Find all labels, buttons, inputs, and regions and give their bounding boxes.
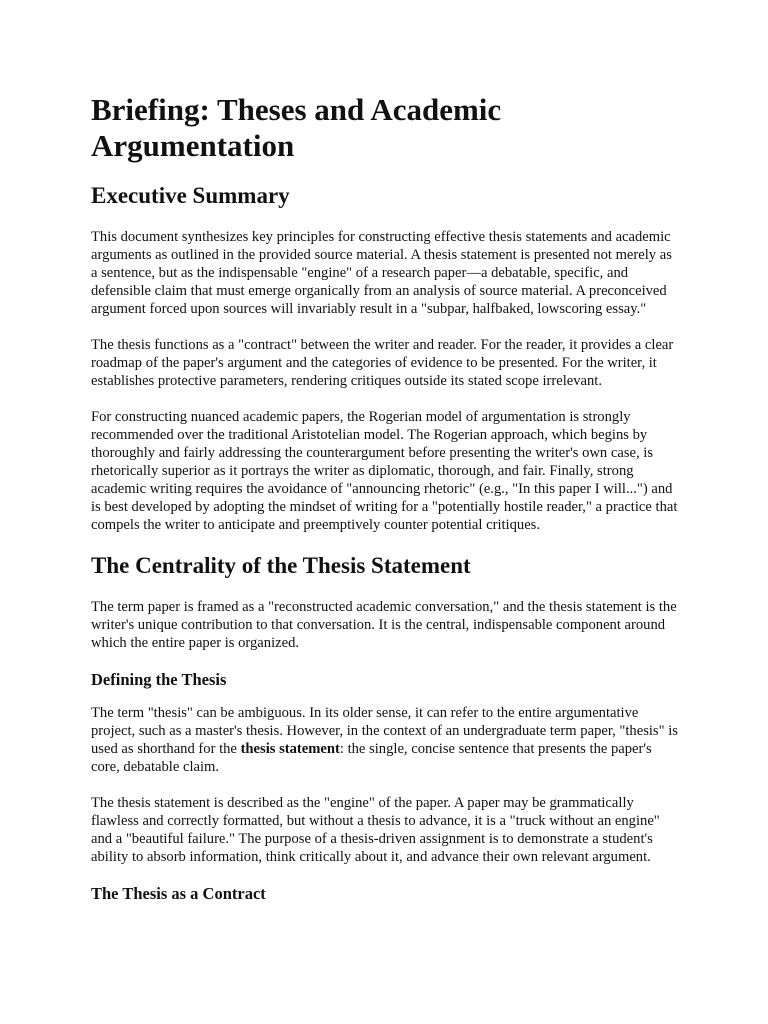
thesis-statement-term: thesis statement <box>240 741 340 757</box>
defining-thesis-paragraph-1 <box>91 704 681 776</box>
defining-thesis-paragraph-2: The thesis statement is described as the "engine" of the paper. A paper may be grammatically flawless and correctly formatted, but without a thesis to advance, it is a "truck without an engine" and a "beautiful failure." The purpose of a thesis-driven assignment is to demonstrate a student's ability to absorb information, think critically about it, and advance their own relevant argument. <box>91 795 660 865</box>
document-page <box>91 92 681 918</box>
centrality-intro-paragraph: The term paper is framed as a "reconstructed academic conversation," and the thesis statement is the writer's unique contribution to that conversation. It is the central, indispensable component around which the entire paper is organized. <box>91 599 677 651</box>
executive-summary-paragraph-3: For constructing nuanced academic papers, the Rogerian model of argumentation is strongly recommended over the traditional Aristotelian model. The Rogerian approach, which begins by thoroughly and fairly addressing the counterargument before presenting the writer's own case, is rhetorically superior as it portrays the writer as diplomatic, thorough, and fair. Finally, strong academic writing requires the avoidance of "announcing rhetoric" (e.g., "In this paper I will...") and is best developed by adopting the mindset of writing for a "potentially hostile reader," a practice that compels the writer to anticipate and preemptively counter potential critiques. <box>91 409 678 533</box>
executive-summary-paragraph-1: This document synthesizes key principles for constructing effective thesis statements and academic arguments as outlined in the provided source material. A thesis statement is presented not merely as a sentence, but as the indispensable "engine" of a research paper—a debatable, specific, and defensible claim that must emerge organically from an analysis of source material. A preconceived argument forced upon sources will invariably result in a "subpar, halfbaked, lowscoring essay." <box>91 229 672 317</box>
defining-thesis-heading: Defining the Thesis <box>91 670 227 689</box>
defining-thesis-text-after: : the single, concise sentence that presents the paper's core, debatable claim. <box>91 741 652 775</box>
executive-summary-paragraph-2: The thesis functions as a "contract" between the writer and reader. For the reader, it provides a clear roadmap of the paper's argument and the categories of evidence to be presented. For the writer, it establishes protective parameters, rendering critiques outside its stated scope irrelevant. <box>91 337 674 389</box>
thesis-contract-heading: The Thesis as a Contract <box>91 884 266 903</box>
centrality-heading: The Centrality of the Thesis Statement <box>91 553 471 578</box>
defining-thesis-text-before: The term "thesis" can be ambiguous. In its older sense, it can refer to the entire argumentative project, such as a master's thesis. However, in the context of an undergraduate term paper, "thesis" is used as shorthand for the <box>91 705 678 757</box>
document-title: Briefing: Theses and Academic Argumentation <box>91 92 502 163</box>
executive-summary-heading: Executive Summary <box>91 183 290 208</box>
